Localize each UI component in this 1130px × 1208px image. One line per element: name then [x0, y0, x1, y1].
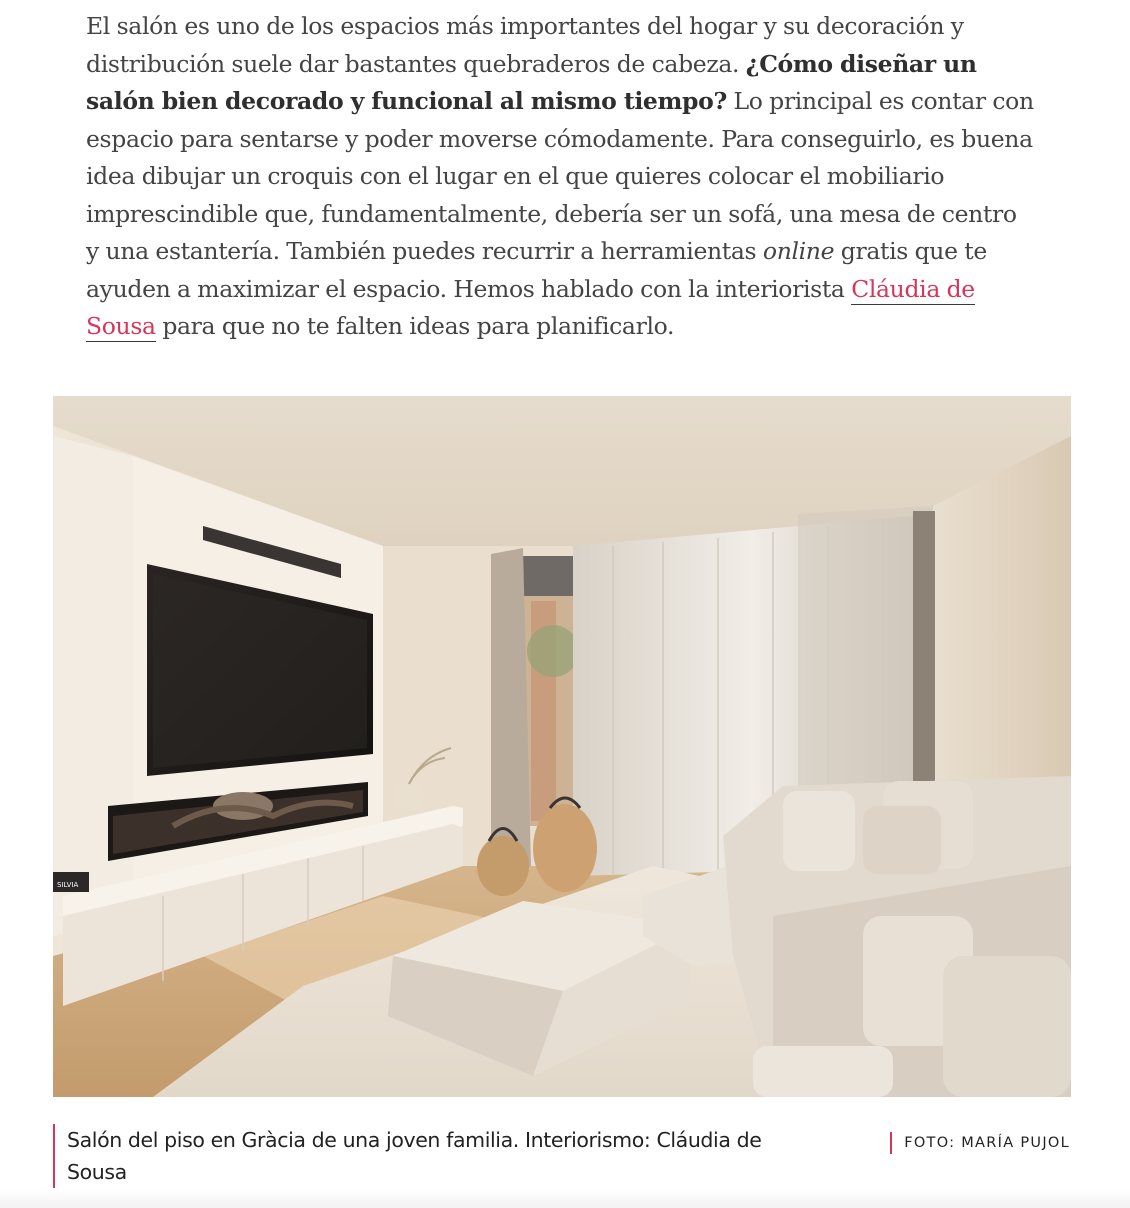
designer-link[interactable]: Cláudia de Sousa: [86, 274, 975, 340]
photo-caption: Salón del piso en Gràcia de una joven familia. Interiorismo: Cláudia de Sousa: [53, 1124, 813, 1188]
photo-credit: FOTO: MARÍA PUJOL: [890, 1132, 1070, 1154]
paragraph-text: Lo principal es contar con espacio para sentarse y poder moverse cómodamente. Para conseguirlo, es buena idea dibujar un croquis con el lugar en el que quieres colocar el mobiliario imprescindible que, fundamentalmente, debería ser un sofá, una mesa de centro y una estantería. También puedes recurrir a herramientas: [86, 87, 1034, 265]
living-room-photo: [53, 396, 1071, 1097]
paragraph-italic-online: online: [762, 237, 835, 265]
paragraph-text: para que no te falten ideas para planificarlo.: [155, 312, 675, 340]
paragraph-text: gratis que te ayuden a maximizar el espacio. Hemos hablado con la interiorista: [86, 237, 987, 303]
article-paragraph: [86, 8, 1036, 346]
paragraph-bold-question: ¿Cómo diseñar un salón bien decorado y funcional al mismo tiempo?: [86, 49, 977, 115]
page-bottom-fade: [0, 1190, 1130, 1208]
book-label: SILVIA: [57, 881, 79, 889]
paragraph-text: El salón es uno de los espacios más importantes del hogar y su decoración y distribución suele dar bastantes quebraderos de cabeza.: [86, 12, 964, 78]
